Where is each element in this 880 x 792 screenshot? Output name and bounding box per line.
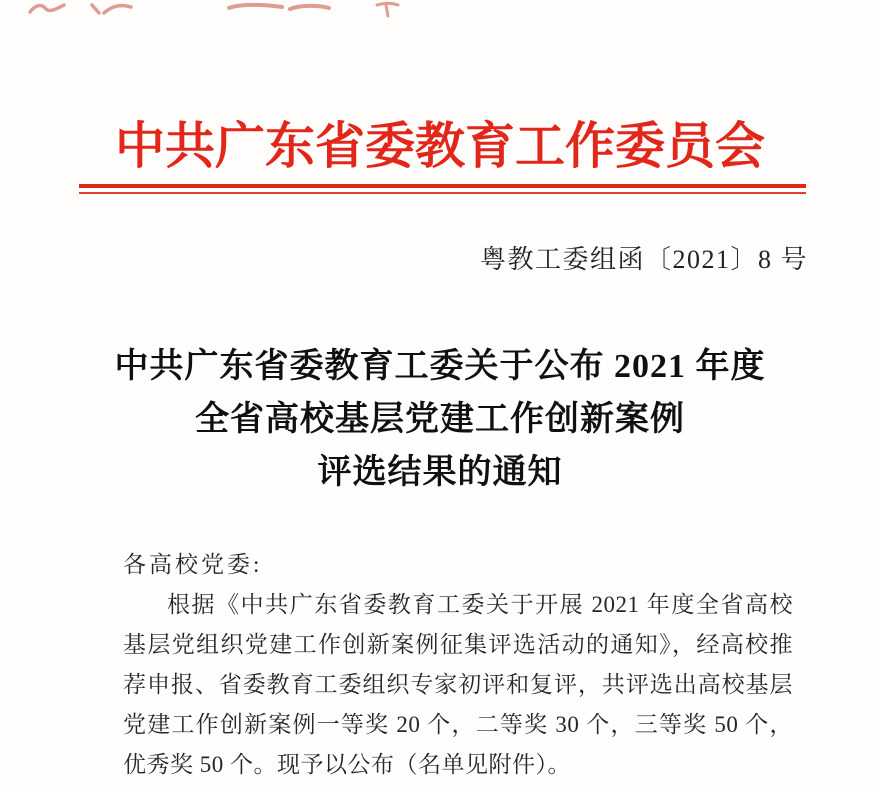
divider-thick-line bbox=[79, 184, 806, 188]
red-pen-marks bbox=[0, 0, 440, 20]
notice-title-line-2: 全省高校基层党建工作创新案例 bbox=[195, 401, 685, 438]
body-line: 根据《中共广东省委教育工委关于开展 2021 年度全省高校 bbox=[167, 592, 793, 617]
body-line: 基层党组织党建工作创新案例征集评选活动的通知》，经高校推 bbox=[123, 632, 793, 657]
document-number: 粤教工委组函〔2021〕8 号 bbox=[479, 245, 808, 274]
pen-mark bbox=[290, 6, 329, 9]
pen-mark bbox=[377, 4, 398, 17]
pen-mark bbox=[229, 5, 282, 8]
pen-mark bbox=[30, 5, 64, 12]
divider-thin-line bbox=[79, 192, 806, 194]
salutation: 各高校党委: bbox=[123, 552, 263, 577]
notice-title-line-1: 中共广东省委教育工委关于公布 2021 年度 bbox=[114, 348, 766, 385]
body-line: 荐申报、省委教育工委组织专家初评和复评，共评选出高校基层 bbox=[123, 672, 793, 697]
pen-mark bbox=[92, 5, 131, 13]
letterhead-divider bbox=[79, 184, 806, 194]
notice-title bbox=[0, 340, 880, 499]
notice-body bbox=[123, 585, 793, 785]
letterhead-title: 中共广东省委教育工作委员会 bbox=[115, 118, 765, 174]
body-line: 优秀奖 50 个。现予以公布（名单见附件）。 bbox=[123, 752, 571, 777]
notice-title-line-3: 评选结果的通知 bbox=[317, 454, 563, 491]
body-line: 党建工作创新案例一等奖 20 个，二等奖 30 个，三等奖 50 个， bbox=[123, 712, 793, 737]
